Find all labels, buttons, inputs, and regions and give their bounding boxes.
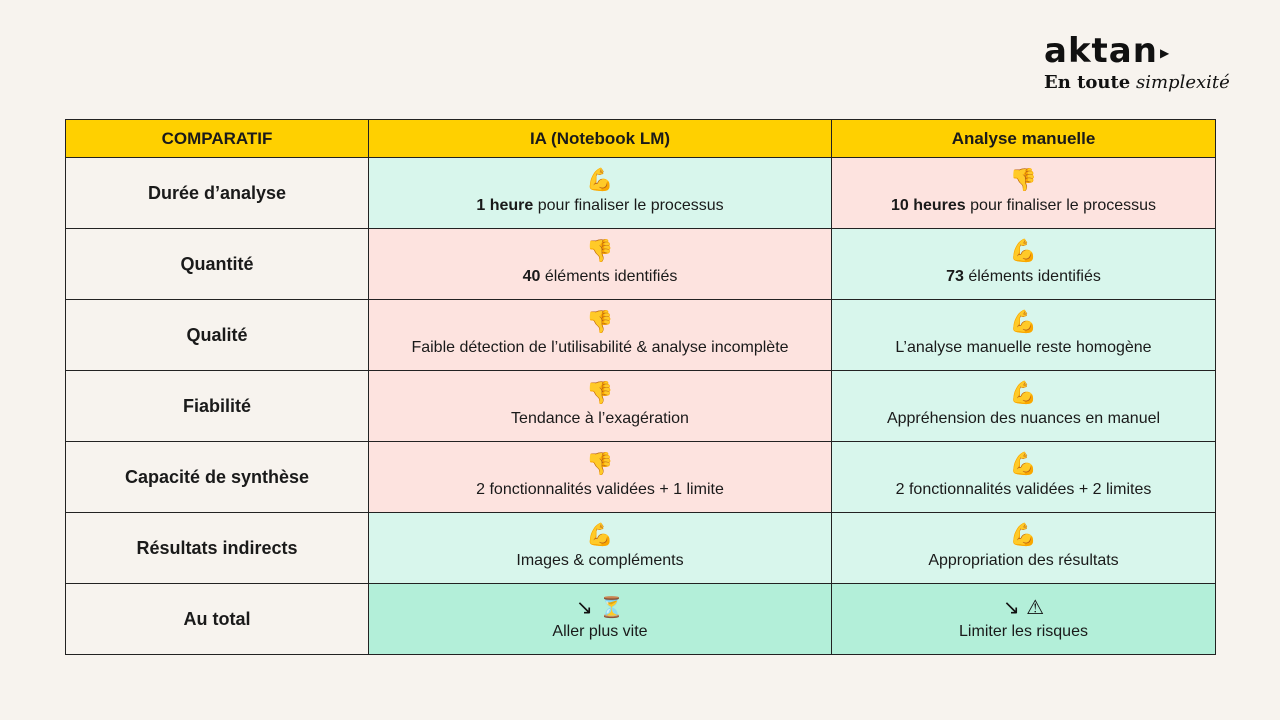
ai-cell-text bbox=[369, 337, 831, 359]
flexed-biceps-icon: 💪 bbox=[1009, 381, 1038, 406]
manual-cell bbox=[832, 584, 1216, 655]
ai-cell bbox=[369, 158, 832, 229]
manual-cell-desc: Appropriation des résultats bbox=[928, 552, 1119, 569]
manual-cell-desc: Appréhension des nuances en manuel bbox=[886, 410, 1161, 427]
table-row bbox=[66, 442, 1216, 513]
ai-cell-text bbox=[369, 550, 831, 572]
row-label: Qualité bbox=[66, 300, 369, 371]
ai-cell-text bbox=[369, 479, 831, 501]
tagline-bold: En toute bbox=[1044, 72, 1131, 93]
header-comparatif: COMPARATIF bbox=[66, 120, 369, 158]
ai-cell bbox=[369, 584, 832, 655]
ai-cell-text bbox=[369, 621, 831, 643]
ai-cell-text bbox=[369, 195, 831, 217]
ai-cell-strong: 1 heure bbox=[476, 197, 534, 214]
manual-cell-desc: éléments identifiés bbox=[963, 268, 1101, 285]
thumbs-down-icon: 👎 bbox=[586, 381, 614, 406]
ai-cell-desc: Faible détection de l’utilisabilité & analyse incomplète bbox=[411, 339, 789, 356]
flexed-biceps-icon: 💪 bbox=[1009, 523, 1038, 548]
manual-cell bbox=[832, 371, 1216, 442]
table-row bbox=[66, 371, 1216, 442]
flexed-biceps-icon: 💪 bbox=[586, 523, 614, 548]
ai-cell-text bbox=[369, 408, 831, 430]
manual-cell-text bbox=[832, 266, 1215, 288]
ai-cell-desc: Images & compléments bbox=[516, 552, 684, 569]
manual-cell-text bbox=[832, 195, 1215, 217]
row-label: Fiabilité bbox=[66, 371, 369, 442]
arrow-hourglass-icon: ↘ ⏳ bbox=[575, 595, 625, 619]
ai-cell-desc: Aller plus vite bbox=[552, 623, 648, 640]
flexed-biceps-icon: 💪 bbox=[1009, 452, 1038, 477]
thumbs-down-icon: 👎 bbox=[586, 452, 614, 477]
row-label: Durée d’analyse bbox=[66, 158, 369, 229]
manual-cell-desc: L’analyse manuelle reste homogène bbox=[895, 339, 1152, 356]
ai-cell bbox=[369, 371, 832, 442]
row-label: Au total bbox=[66, 584, 369, 655]
manual-cell-strong: 73 bbox=[946, 268, 964, 285]
manual-cell-desc: Limiter les risques bbox=[959, 623, 1088, 640]
logo-wordmark bbox=[1044, 30, 1234, 72]
ai-cell-desc: 2 fonctionnalités validées + 1 limite bbox=[476, 481, 724, 498]
table-row bbox=[66, 158, 1216, 229]
header-manual: Analyse manuelle bbox=[832, 120, 1216, 158]
manual-cell-strong: 10 heures bbox=[890, 197, 966, 214]
thumbs-down-icon: 👎 bbox=[1009, 168, 1038, 193]
table-row bbox=[66, 229, 1216, 300]
logo-tagline bbox=[1044, 72, 1234, 94]
manual-cell-text bbox=[832, 337, 1215, 359]
tagline-italic: simplexité bbox=[1135, 72, 1230, 93]
manual-cell-text bbox=[832, 479, 1215, 501]
ai-cell-desc: éléments identifiés bbox=[540, 268, 678, 285]
play-triangle-icon: ▶ bbox=[1159, 46, 1171, 60]
table-row bbox=[66, 300, 1216, 371]
row-label: Résultats indirects bbox=[66, 513, 369, 584]
ai-cell bbox=[369, 229, 832, 300]
header-ai: IA (Notebook LM) bbox=[369, 120, 832, 158]
manual-cell bbox=[832, 158, 1216, 229]
manual-cell bbox=[832, 442, 1216, 513]
ai-cell bbox=[369, 300, 832, 371]
row-label: Quantité bbox=[66, 229, 369, 300]
manual-cell bbox=[832, 513, 1216, 584]
table-header-row bbox=[66, 120, 1216, 158]
thumbs-down-icon: 👎 bbox=[586, 310, 614, 335]
row-label: Capacité de synthèse bbox=[66, 442, 369, 513]
logo-text: aktan bbox=[1044, 31, 1158, 71]
manual-cell bbox=[832, 229, 1216, 300]
flexed-biceps-icon: 💪 bbox=[586, 168, 614, 193]
comparison-table bbox=[65, 119, 1216, 655]
ai-cell-strong: 40 bbox=[522, 268, 541, 285]
manual-cell-text bbox=[832, 408, 1215, 430]
brand-logo bbox=[1044, 30, 1234, 94]
manual-cell-desc: 2 fonctionnalités validées + 2 limites bbox=[895, 481, 1152, 498]
flexed-biceps-icon: 💪 bbox=[1009, 239, 1038, 264]
table-row bbox=[66, 584, 1216, 655]
ai-cell-desc: Tendance à l’exagération bbox=[511, 410, 689, 427]
manual-cell-text bbox=[832, 621, 1215, 643]
manual-cell-desc: pour finaliser le processus bbox=[965, 197, 1157, 214]
ai-cell bbox=[369, 442, 832, 513]
ai-cell bbox=[369, 513, 832, 584]
flexed-biceps-icon: 💪 bbox=[1009, 310, 1038, 335]
manual-cell bbox=[832, 300, 1216, 371]
table-row bbox=[66, 513, 1216, 584]
thumbs-down-icon: 👎 bbox=[586, 239, 614, 264]
ai-cell-text bbox=[369, 266, 831, 288]
manual-cell-text bbox=[832, 550, 1215, 572]
ai-cell-desc: pour finaliser le processus bbox=[533, 197, 724, 214]
arrow-warning-icon: ↘ ⚠ bbox=[1002, 595, 1045, 619]
